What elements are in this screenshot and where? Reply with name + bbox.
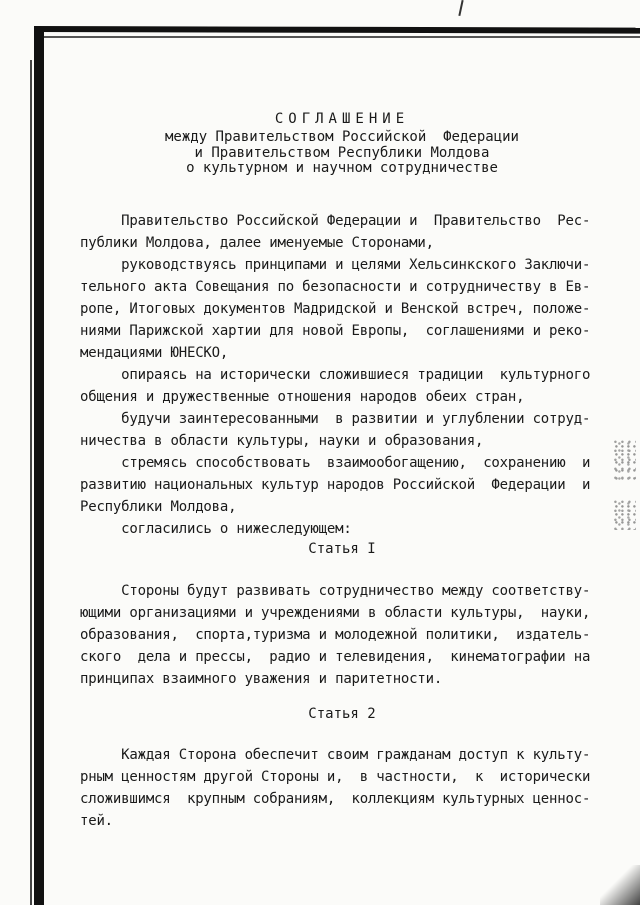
preamble-line: опираясь на исторически сложившиеся традиции культурного xyxy=(80,367,591,383)
article-1-line: ющими организациями и учреждениями в области культуры, науки, xyxy=(80,605,591,621)
preamble-line: стремясь способствовать взаимообогащению, сохранению и xyxy=(80,455,591,471)
preamble-line: Правительство Российской Федерации и Правительство Рес- xyxy=(80,213,591,229)
scan-noise xyxy=(614,500,636,530)
article-1-line: Стороны будут развивать сотрудничество между соответству- xyxy=(80,583,591,599)
article-2-line: рным ценностям другой Стороны и, в частности, к исторически xyxy=(80,769,591,785)
scan-top-edge-inner xyxy=(44,36,640,38)
article-1-line: ского дела и прессы, радио и телевидения, кинематографии на xyxy=(80,649,591,665)
scan-noise xyxy=(614,440,636,480)
document-title: СОГЛАШЕНИЕ xyxy=(274,111,410,127)
preamble-line: ничества в области культуры, науки и образования, xyxy=(80,433,484,449)
pen-mark xyxy=(458,0,463,16)
preamble-line: мендациями ЮНЕСКО, xyxy=(80,345,229,361)
preamble-line: руководствуясь принципами и целями Хельсинкского Заключи- xyxy=(80,257,591,273)
article-2-line: сложившимся крупным собраниям, коллекциям культурных ценнос- xyxy=(80,791,591,807)
article-2-heading: Статья 2 xyxy=(308,706,376,722)
preamble-line: будучи заинтересованными в развитии и углублении сотруд- xyxy=(80,411,591,427)
article-2-line: Каждая Сторона обеспечит своим гражданам доступ к культу- xyxy=(80,747,591,763)
scan-top-edge xyxy=(34,26,640,34)
article-1-heading: Статья I xyxy=(308,541,376,557)
preamble-line: тельного акта Совещания по безопасности и сотрудничеству в Ев- xyxy=(80,279,591,295)
article-1-line: образования, спорта,туризма и молодежной политики, издатель- xyxy=(80,627,591,643)
subtitle-line: о культурном и научном сотрудничестве xyxy=(186,160,498,176)
preamble-line: согласились о нижеследующем: xyxy=(80,521,352,537)
article-1-line: принципах взаимного уважения и паритетности. xyxy=(80,671,443,687)
corner-smudge xyxy=(600,865,640,905)
subtitle-line: и Правительством Республики Молдова xyxy=(194,145,490,161)
scan-left-edge xyxy=(34,28,44,905)
subtitle-line: между Правительством Российской Федерации xyxy=(164,129,519,145)
preamble-line: ропе, Итоговых документов Мадридской и Венской встреч, положе- xyxy=(80,301,591,317)
preamble-line: ниями Парижской хартии для новой Европы, соглашениями и реко- xyxy=(80,323,591,339)
preamble-line: публики Молдова, далее именуемые Сторонами, xyxy=(80,235,434,251)
preamble-line: развитию национальных культур народов Российской Федерации и xyxy=(80,477,591,493)
scan-left-edge-inner xyxy=(30,60,32,905)
preamble-line: Республики Молдова, xyxy=(80,499,237,515)
article-2-line: тей. xyxy=(80,813,113,829)
preamble-line: общения и дружественные отношения народов обеих стран, xyxy=(80,389,525,405)
